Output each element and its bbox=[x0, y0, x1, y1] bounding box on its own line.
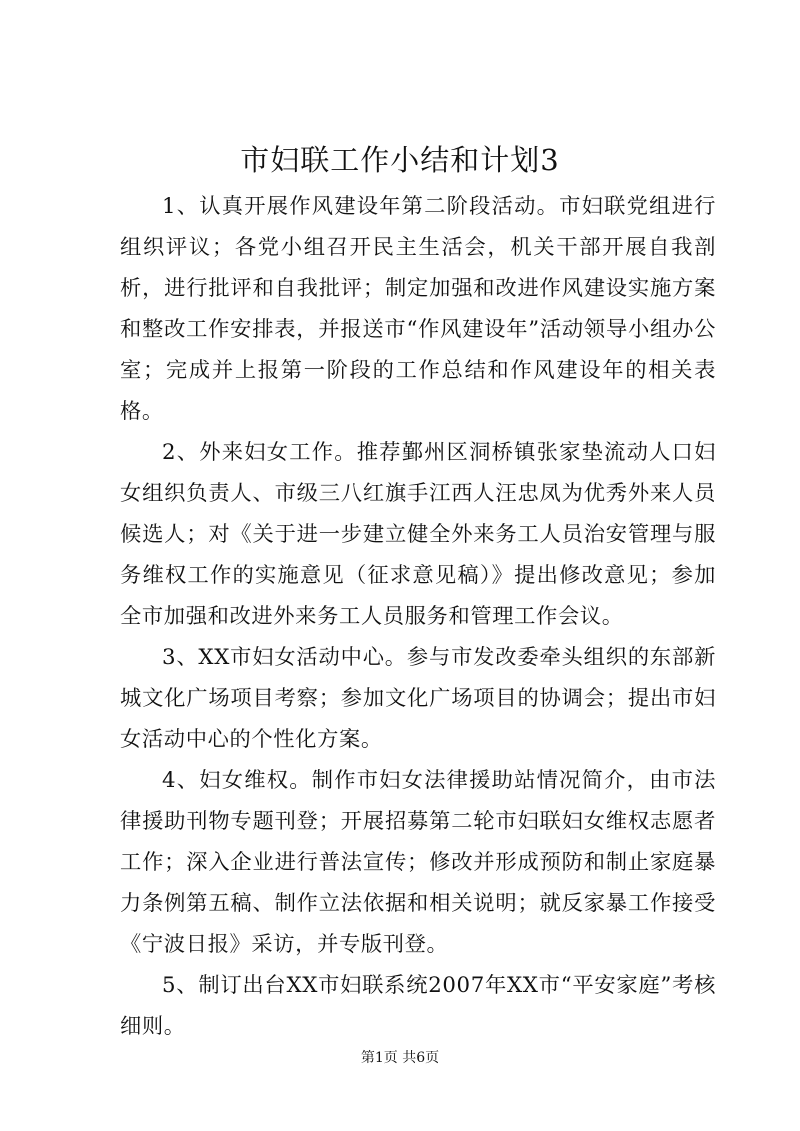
document-title: 市妇联工作小结和计划3 bbox=[240, 143, 560, 177]
paragraph-2: 2、外来妇女工作。推荐鄞州区洞桥镇张家垫流动人口妇女组织负责人、市级三八红旗手江西人汪忠凤为优秀外来人员候选人；对《关于进一步建立健全外来务工人员治安管理与服务维权工作的实施意见（征求意见稿）》提出修改意见；参加全市加强和改进外来务工人员服务和管理工作会议。 bbox=[120, 440, 716, 629]
page-number-footer: 第1页 共6页 bbox=[360, 1050, 440, 1066]
paragraph-1: 1、认真开展作风建设年第二阶段活动。市妇联党组进行组织评议；各党小组召开民主生活会，机关干部开展自我剖析，进行批评和自我批评；制定加强和改进作风建设实施方案和整改工作安排表，并报送市“作风建设年”活动领导小组办公室；完成并上报第一阶段的工作总结和作风建设年的相关表格。 bbox=[120, 194, 716, 424]
document-body bbox=[120, 186, 716, 1047]
paragraph-5: 5、制订出台XX市妇联系统2007年XX市“平安家庭”考核细则。 bbox=[120, 973, 716, 1039]
paragraph-3: 3、XX市妇女活动中心。参与市发改委牵头组织的东部新城文化广场项目考察；参加文化广场项目的协调会；提出市妇女活动中心的个性化方案。 bbox=[120, 645, 716, 752]
paragraph-4: 4、妇女维权。制作市妇女法律援助站情况简介，由市法律援助刊物专题刊登；开展招募第二轮市妇联妇女维权志愿者工作；深入企业进行普法宣传；修改并形成预防和制止家庭暴力条例第五稿、制作立法依据和相关说明；就反家暴工作接受《宁波日报》采访，并专版刊登。 bbox=[120, 768, 716, 957]
